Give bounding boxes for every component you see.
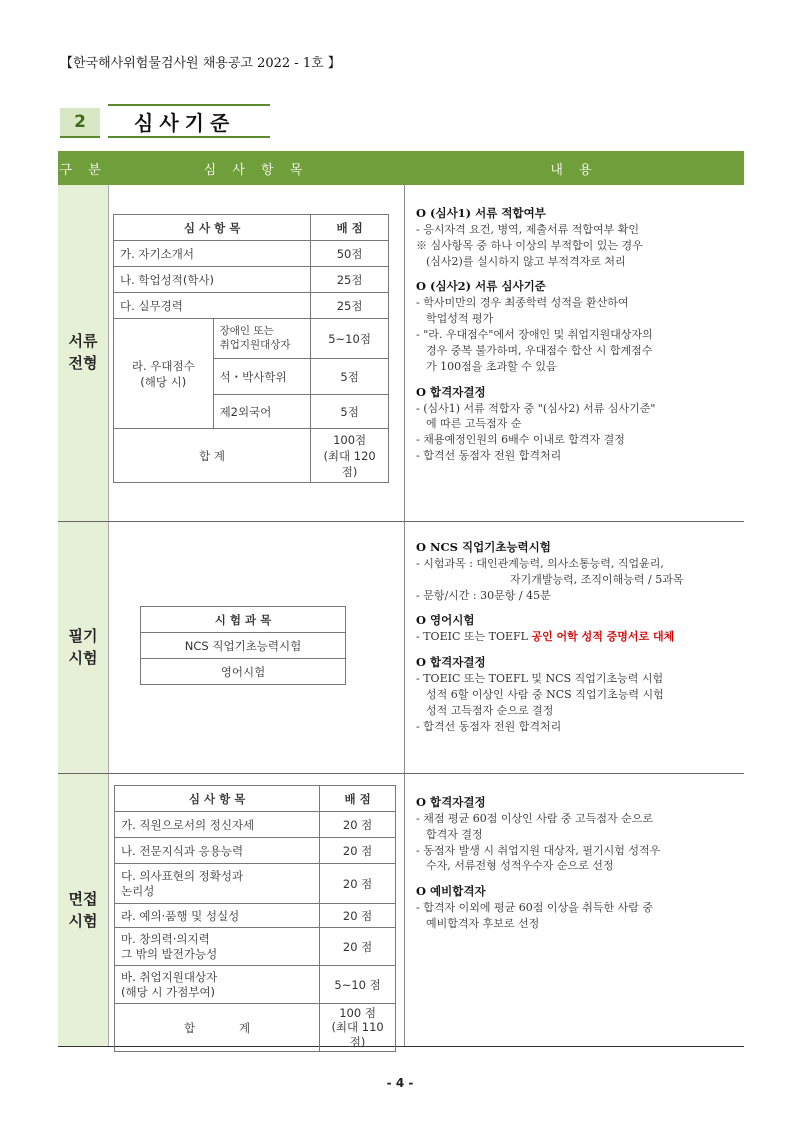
written-content bbox=[410, 539, 744, 735]
table-row bbox=[115, 1004, 396, 1052]
content-heading: O (심사2) 서류 심사기준 bbox=[416, 279, 546, 294]
row-item: 나. 전문지식과 응용능력 bbox=[115, 838, 320, 864]
bonus-item: 제2외국어 bbox=[213, 395, 311, 429]
page-number: - 4 - bbox=[386, 1076, 414, 1090]
row-score: 20 점 bbox=[320, 928, 396, 966]
content-line: - (심사1) 서류 적합자 중 "(심사2) 서류 심사기준" 에 따른 고득점자 순 bbox=[416, 401, 656, 431]
content-line: - 합격선 동점자 전원 합격처리 bbox=[416, 449, 562, 463]
content-line: - 합격자 이외에 평균 60점 이상을 취득한 사람 중 예비합격자 후보로 선정 bbox=[416, 901, 653, 931]
content-heading: O 예비합격자 bbox=[416, 884, 486, 899]
bonus-score: 5점 bbox=[311, 395, 389, 429]
header-category: 구 분 bbox=[59, 162, 107, 178]
row-score: 20 점 bbox=[320, 838, 396, 864]
row-score: 20 점 bbox=[320, 864, 396, 904]
col-header-score: 배 점 bbox=[320, 786, 396, 812]
content-heading: O 합격자결정 bbox=[416, 795, 486, 809]
table-row bbox=[115, 864, 396, 904]
category-document: 서류 전형 bbox=[58, 185, 108, 521]
row-score: 25점 bbox=[311, 267, 389, 293]
row-item: 마. 창의력·의지력 그 밖의 발전가능성 bbox=[115, 928, 320, 966]
bonus-item: 장애인 또는 취업지원대상자 bbox=[213, 319, 311, 359]
content-line: - TOEIC 또는 TOEFL 및 NCS 직업기초능력 시험 성적 6할 이상인 사람 중 NCS 직업기초능력 시험 성적 고득점자 순으로 결정 bbox=[416, 671, 664, 717]
col-header-subject: 시 험 과 목 bbox=[141, 607, 346, 633]
table-row bbox=[115, 966, 396, 1004]
total-label: 합 계 bbox=[114, 429, 311, 483]
interview-score-table bbox=[114, 785, 396, 1052]
document-content bbox=[410, 205, 744, 464]
row-item: 다. 실무경력 bbox=[114, 293, 311, 319]
bonus-label: 라. 우대점수 (해당 시) bbox=[114, 319, 214, 429]
table-row bbox=[141, 633, 346, 659]
row-item: 다. 의사표현의 정확성과 논리성 bbox=[115, 864, 320, 904]
col-header-item: 심 사 항 목 bbox=[114, 215, 311, 241]
row-score: 20 점 bbox=[320, 812, 396, 838]
toeic-note: 공인 어학 성적 증명서로 대체 bbox=[531, 630, 675, 644]
content-heading: O 합격자결정 bbox=[416, 384, 486, 399]
row-item: 바. 취업지원대상자 (해당 시 가점부여) bbox=[115, 966, 320, 1004]
content-line: - 문항/시간 : 30문항 / 45분 bbox=[416, 588, 551, 602]
written-subject-table bbox=[140, 606, 346, 685]
table-row bbox=[114, 429, 389, 483]
content-line: - 응시자격 요건, 병역, 제출서류 적합여부 확인 bbox=[416, 222, 639, 236]
table-row bbox=[115, 928, 396, 966]
row-score: 5~10 점 bbox=[320, 966, 396, 1004]
row-item: 라. 예의·품행 및 성실성 bbox=[115, 904, 320, 928]
interview-content bbox=[410, 794, 744, 932]
table-header bbox=[58, 151, 744, 185]
header-items: 심 사 항 목 bbox=[203, 162, 309, 178]
content-heading: O (심사1) 서류 적합여부 bbox=[416, 206, 546, 220]
header-content: 내 용 bbox=[550, 162, 598, 178]
row-item: 가. 직원으로서의 정신자세 bbox=[115, 812, 320, 838]
content-line: - 시험과목 : 대인관계능력, 의사소통능력, 직업윤리, bbox=[416, 556, 664, 570]
content-line: - 채점 평균 60점 이상인 사람 중 고득점자 순으로 합격자 결정 bbox=[416, 811, 653, 841]
criteria-table bbox=[58, 151, 744, 1047]
row-item: 가. 자기소개서 bbox=[114, 241, 311, 267]
content-heading: O NCS 직업기초능력시험 bbox=[416, 540, 551, 554]
table-row bbox=[114, 319, 389, 359]
content-line: - 채용예정인원의 6배수 이내로 합격자 결정 bbox=[416, 433, 625, 447]
row-score: 25점 bbox=[311, 293, 389, 319]
category-interview: 면접 시험 bbox=[58, 774, 108, 1047]
section-number: 2 bbox=[60, 108, 100, 138]
total-score: 100 점 (최대 110점) bbox=[320, 1004, 396, 1052]
bonus-score: 5점 bbox=[311, 359, 389, 395]
section-title: 심사기준 bbox=[108, 104, 270, 138]
table-row bbox=[115, 812, 396, 838]
toeic-prefix: - TOEIC 또는 TOEFL bbox=[416, 630, 532, 644]
divider bbox=[108, 185, 109, 1047]
col-header-item: 심 사 항 목 bbox=[115, 786, 320, 812]
row-item: 나. 학업성적(학사) bbox=[114, 267, 311, 293]
divider bbox=[58, 773, 744, 774]
table-row bbox=[114, 293, 389, 319]
content-heading: O 영어시험 bbox=[416, 613, 475, 628]
bonus-item: 석・박사학위 bbox=[213, 359, 311, 395]
content-line: - "라. 우대점수"에서 장애인 및 취업지원대상자의 경우 중복 불가하며, 우대점수 합산 시 합계점수 가 100점을 초과할 수 있음 bbox=[416, 328, 653, 373]
divider bbox=[404, 185, 405, 1047]
total-score: 100점 (최대 120점) bbox=[311, 429, 389, 483]
table-row bbox=[115, 904, 396, 928]
content-line: - 학사미만의 경우 최종학력 성적을 환산하여 학업성적 평가 bbox=[416, 296, 629, 326]
subject-item: 영어시험 bbox=[141, 659, 346, 685]
content-line: - 동점자 발생 시 취업지원 대상자, 필기시험 성적우 수자, 서류전형 성적우수자 순으로 선정 bbox=[416, 843, 661, 873]
row-score: 20 점 bbox=[320, 904, 396, 928]
divider bbox=[58, 521, 744, 522]
subject-item: NCS 직업기초능력시험 bbox=[141, 633, 346, 659]
table-row bbox=[114, 241, 389, 267]
content-line: - 합격선 동점자 전원 합격처리 bbox=[416, 719, 562, 733]
table-row bbox=[114, 267, 389, 293]
content-line: 자기개발능력, 조직이해능력 / 5과목 bbox=[510, 572, 684, 586]
content-line bbox=[416, 629, 744, 645]
content-heading: O 합격자결정 bbox=[416, 655, 486, 670]
row-score: 50점 bbox=[311, 241, 389, 267]
col-header-score: 배 점 bbox=[311, 215, 389, 241]
total-label: 합 계 bbox=[115, 1004, 320, 1052]
table-row bbox=[141, 659, 346, 685]
table-row bbox=[115, 838, 396, 864]
document-header: 【한국해사위험물검사원 채용공고 2022 - 1호 】 bbox=[60, 56, 341, 71]
content-line: ※ 심사항목 중 하나 이상의 부적합이 있는 경우 (심사2)를 실시하지 않고 부적격자로 처리 bbox=[416, 238, 643, 268]
category-written: 필기 시험 bbox=[58, 522, 108, 773]
document-score-table bbox=[113, 214, 389, 483]
bonus-score: 5~10점 bbox=[311, 319, 389, 359]
